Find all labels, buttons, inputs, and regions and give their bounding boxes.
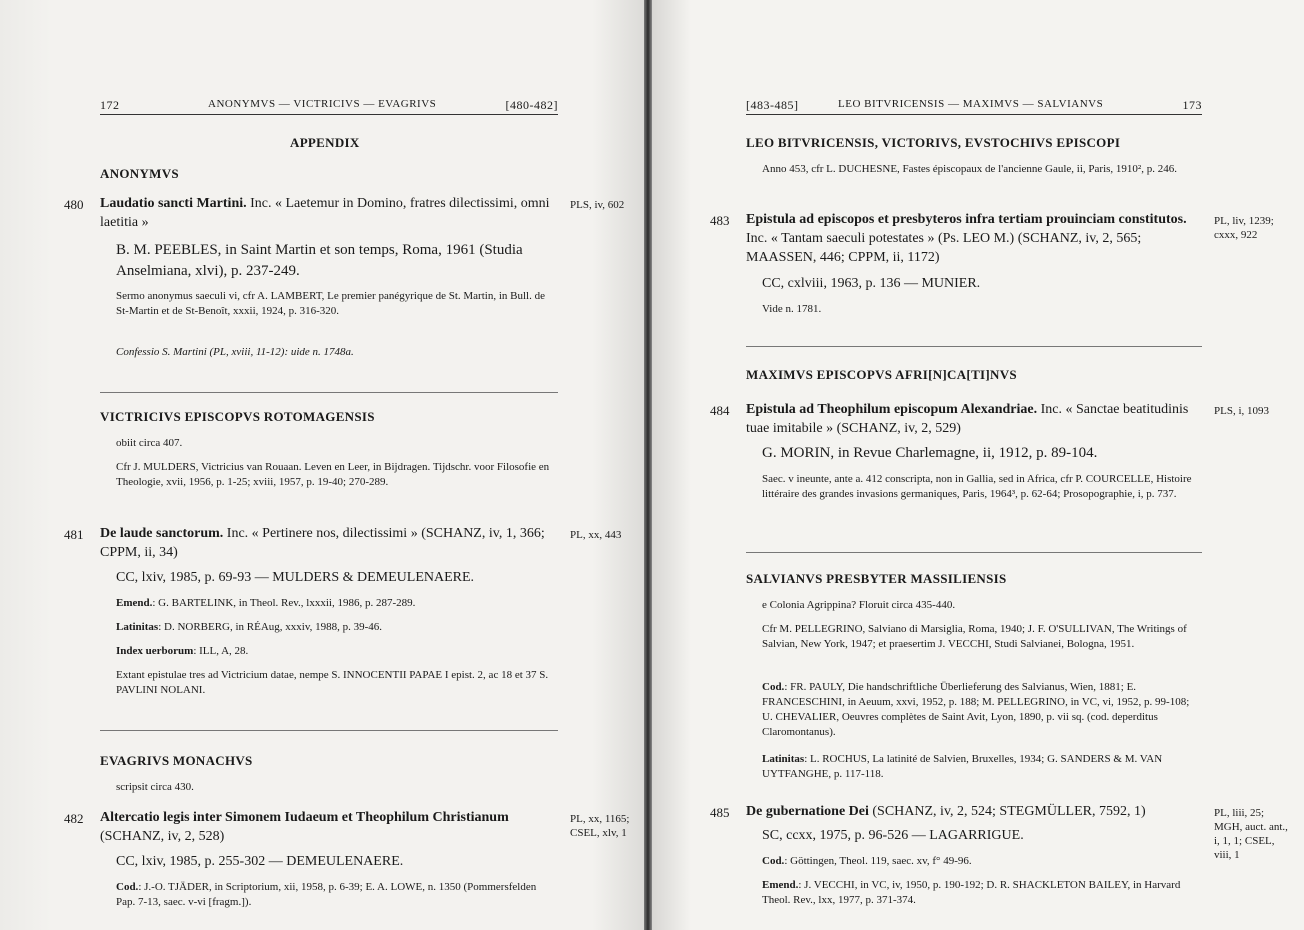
- latinitas-line: [116, 620, 558, 635]
- entry-number: 482: [64, 811, 84, 826]
- label: Latinitas: [762, 753, 805, 765]
- note-text: e Colonia Agrippina? Floruit circa 435-440.: [762, 599, 956, 611]
- codex-line: [762, 854, 1202, 869]
- right-running-title: LEO BITVRICENSIS — MAXIMVS — SALVIANVS: [838, 98, 1104, 110]
- side-reference: PLS, i, 1093: [1214, 405, 1270, 417]
- entry-title: Laudatio sancti Martini.: [100, 196, 247, 211]
- edition-line: CC, cxlviii, 1963, p. 136 — MUNIER.: [762, 276, 981, 291]
- codex-line: [762, 680, 1202, 740]
- entry-incipit: Inc. « Pertinere nos, dilectissimi » (SCHANZ, iv, 1, 366; CPPM, ii, 34): [100, 526, 545, 560]
- maximus-heading: MAXIMVS EPISCOPVS AFRI[N]CA[TI]NVS: [746, 367, 1017, 382]
- right-running-header: [746, 96, 1202, 115]
- section-divider: [746, 346, 1202, 347]
- value: : D. NORBERG, in RÉAug, xxxiv, 1988, p. 39-46.: [158, 621, 383, 633]
- latinitas-line: [762, 752, 1202, 782]
- side-reference: PL, xx, 443: [570, 529, 622, 541]
- anonymus-heading: ANONYMVS: [100, 166, 179, 181]
- codex-line: [116, 880, 558, 910]
- entry-number: 481: [64, 527, 84, 542]
- entry-number: 484: [710, 403, 730, 418]
- entry-title: De laude sanctorum.: [100, 526, 224, 541]
- note-text: Vide n. 1781.: [762, 303, 822, 315]
- emend-line: [116, 596, 558, 611]
- label: Latinitas: [116, 621, 159, 633]
- side-reference: PL, liv, 1239; cxxx, 922: [1214, 215, 1274, 241]
- appendix-heading: APPENDIX: [290, 135, 360, 150]
- note-text: Extant epistulae tres ad Victricium datae, nempe S. INNOCENTII PAPAE I epist. 2, ac 18 et 37 S. PAVLINI NOLANI.: [116, 669, 549, 696]
- victricius-heading: VICTRICIVS EPISCOPVS ROTOMAGENSIS: [100, 409, 375, 424]
- label: Emend.: [116, 597, 153, 609]
- emend-line: [762, 878, 1202, 908]
- entry-incipit: Inc. « Tantam saeculi potestates » (Ps. LEO M.) (SCHANZ, iv, 2, 565; MAASSEN, 446; CPPM, ii, 1172): [746, 231, 1142, 265]
- edition-line: SC, ccxx, 1975, p. 96-526 — LAGARRIGUE.: [762, 828, 1024, 843]
- note-text: obiit circa 407.: [116, 437, 183, 449]
- label: Emend.: [762, 879, 799, 891]
- label: Cod.: [762, 855, 785, 867]
- entry-number: 485: [710, 805, 730, 820]
- entry-number: 480: [64, 197, 84, 212]
- side-reference: PL, liii, 25; MGH, auct. ant., i, 1, 1; CSEL, viii, 1: [1214, 807, 1288, 861]
- note-text: Saec. v ineunte, ante a. 412 conscripta, non in Gallia, sed in Africa, cfr P. COURCELLE, Histoire littéraire des grandes invasions germaniques, Paris, 1964³, p. 62-64; Prosopographie, i, p. 737.: [762, 473, 1192, 500]
- entry-title: Epistula ad Theophilum episcopum Alexandriae.: [746, 402, 1038, 417]
- value: : ILL, A, 28.: [193, 645, 249, 657]
- entry-number: 483: [710, 213, 730, 228]
- salvianus-heading: SALVIANVS PRESBYTER MASSILIENSIS: [746, 571, 1007, 586]
- note-text: Confessio S. Martini (PL, xviii, 11-12): uide n. 1748a.: [116, 346, 354, 358]
- evagrius-heading: EVAGRIVS MONACHVS: [100, 753, 253, 768]
- section-divider: [100, 730, 558, 731]
- entry-title: Altercatio legis inter Simonem Iudaeum et Theophilum Christianum: [100, 810, 509, 825]
- right-page-range: [483-485]: [746, 98, 799, 112]
- left-running-title: ANONYMVS — VICTRICIVS — EVAGRIVS: [208, 98, 437, 110]
- edition-line: CC, lxiv, 1985, p. 255-302 — DEMEULENAERE.: [116, 854, 404, 869]
- note-text: Sermo anonymus saeculi vi, cfr A. LAMBERT, Le premier panégyrique de St. Martin, in Bull. de St-Martin et de St-Benoît, xxxii, 1924, p. 316-320.: [116, 290, 545, 317]
- entry-483: [746, 210, 1202, 267]
- left-page-range: [480-482]: [505, 98, 558, 112]
- entry-title: Epistula ad episcopos et presbyteros infra tertiam prouinciam constitutos.: [746, 212, 1187, 227]
- value: : G. BARTELINK, in Theol. Rev., lxxxii, 1986, p. 287-289.: [152, 597, 416, 609]
- entry-481: [100, 524, 558, 562]
- entry-485: [746, 802, 1202, 821]
- value: : J.-O. TJÄDER, in Scriptorium, xii, 1958, p. 6-39; E. A. LOWE, n. 1350 (Pommersfelden Pap. 7-13, saec. v-vi [fragm.]).: [116, 881, 537, 908]
- entry-incipit: Inc. « Sanctae beatitudinis tuae imitabile » (SCHANZ, iv, 2, 529): [746, 402, 1189, 436]
- label: Cod.: [762, 681, 785, 693]
- entry-incipit: (SCHANZ, iv, 2, 528): [100, 829, 225, 844]
- entry-480: [100, 194, 558, 232]
- edition-line: CC, lxiv, 1985, p. 69-93 — MULDERS & DEMEULENAERE.: [116, 570, 475, 585]
- entry-484: [746, 400, 1202, 438]
- entry-incipit: (SCHANZ, iv, 2, 524; STEGMÜLLER, 7592, 1): [868, 804, 1146, 819]
- section-divider: [100, 392, 558, 393]
- value: : Göttingen, Theol. 119, saec. xv, f° 49-96.: [784, 855, 972, 867]
- note-text: Anno 453, cfr L. DUCHESNE, Fastes épiscopaux de l'ancienne Gaule, ii, Paris, 1910², p. 246.: [762, 163, 1177, 175]
- side-reference: PLS, iv, 602: [570, 199, 625, 211]
- entry-title: De gubernatione Dei: [746, 804, 869, 819]
- note-text: scripsit circa 430.: [116, 781, 194, 793]
- left-page-number: 172: [100, 98, 120, 112]
- note-text: Cfr M. PELLEGRINO, Salviano di Marsiglia, Roma, 1940; J. F. O'SULLIVAN, The Writings of Salvian, New York, 1947; et praesertim J. VECCHI, Studi Salvianei, Bologna, 1951.: [762, 623, 1187, 650]
- leo-heading: LEO BITVRICENSIS, VICTORIVS, EVSTOCHIVS EPISCOPI: [746, 135, 1121, 150]
- edition-line: G. MORIN, in Revue Charlemagne, ii, 1912, p. 89-104.: [762, 445, 1098, 461]
- edition-line: B. M. PEEBLES, in Saint Martin et son temps, Roma, 1961 (Studia Anselmiana, xlvi), p. 237-249.: [116, 242, 523, 279]
- side-reference: PL, xx, 1165; CSEL, xlv, 1: [570, 813, 630, 839]
- value: : L. ROCHUS, La latinité de Salvien, Bruxelles, 1934; G. SANDERS & M. VAN UYTFANGHE, p. 117-118.: [762, 753, 1163, 780]
- value: : J. VECCHI, in VC, iv, 1950, p. 190-192; D. R. SHACKLETON BAILEY, in Harvard Theol. Rev., lxx, 1977, p. 371-374.: [762, 879, 1181, 906]
- entry-incipit: Inc. « Laetemur in Domino, fratres dilectissimi, omni laetitia »: [100, 196, 550, 230]
- index-line: [116, 644, 558, 659]
- right-page-number: 173: [1182, 98, 1202, 112]
- left-running-header: [100, 96, 558, 115]
- section-divider: [746, 552, 1202, 553]
- book-gutter: [644, 0, 652, 930]
- label: Cod.: [116, 881, 139, 893]
- entry-482: [100, 808, 558, 846]
- note-text: Cfr J. MULDERS, Victricius van Rouaan. Leven en Leer, in Bijdragen. Tijdschr. voor Filosofie en Theologie, xvii, 1956, p. 1-25; xviii, 1957, p. 19-40; 270-289.: [116, 461, 550, 488]
- value: : FR. PAULY, Die handschriftliche Überlieferung des Salvianus, Wien, 1881; E. FRANCESCHINI, in Aeuum, xxvi, 1952, p. 188; M. PELLEGRINO, in VC, vi, 1952, p. 99-108; U. CHEVALIER, Oeuvres complètes de Saint Avit, Lyon, 1890, p. vii sq. (cod. deperditus Claromontanus).: [762, 681, 1190, 738]
- label: Index uerborum: [116, 645, 194, 657]
